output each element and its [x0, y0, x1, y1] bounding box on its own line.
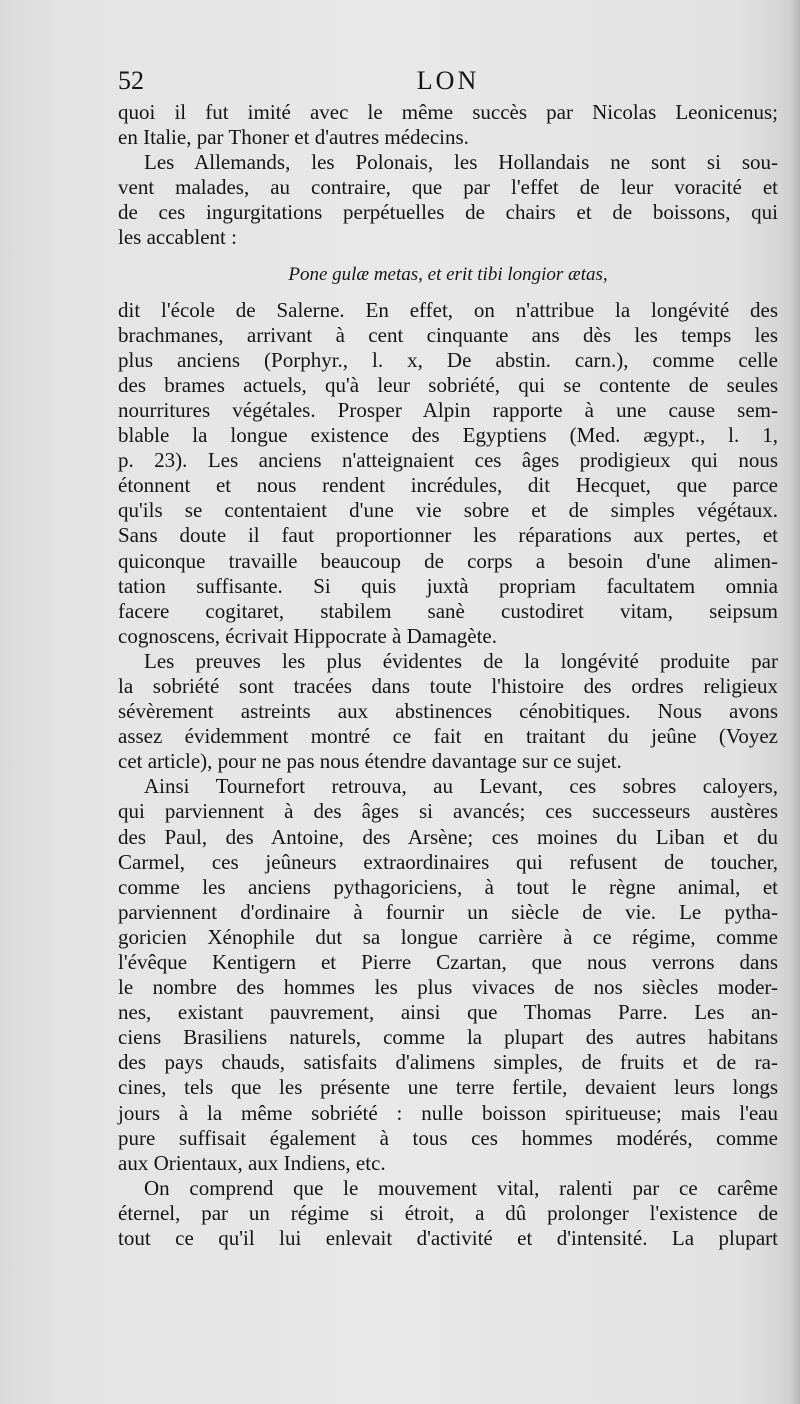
text-line: p. 23). Les anciens n'atteignaient ces âges prodigieux qui nous	[118, 448, 778, 473]
text-line: brachmanes, arrivant à cent cinquante ans dès les temps les	[118, 322, 778, 347]
text-line: sévèrement astreints aux abstinences cénobitiques. Nous avons	[118, 699, 778, 724]
text-line: aux Orientaux, aux Indiens, etc.	[118, 1150, 386, 1175]
running-head: LON	[416, 66, 480, 95]
text-line: la sobriété sont tracées dans toute l'histoire des ordres religieux	[118, 673, 778, 698]
text-line: nes, existant pauvrement, ainsi que Thomas Parre. Les an-	[118, 1000, 778, 1025]
page-header	[118, 66, 778, 100]
text-line: tout ce qu'il lui enlevait d'activité et d'intensité. La plupart	[118, 1226, 778, 1251]
text-line: Carmel, ces jeûneurs extraordinaires qui refusent de toucher,	[118, 849, 778, 874]
text-line: l'évêque Kentigern et Pierre Czartan, que nous verrons dans	[118, 950, 778, 974]
text-line: pure suffisait également à tous ces hommes modérés, comme	[118, 1125, 778, 1150]
text-line: des Paul, des Antoine, des Arsène; ces moines du Liban et du	[118, 824, 778, 849]
text-line: Sans doute il faut proportionner les réparations aux pertes, et	[118, 523, 778, 548]
text-line: éternel, par un régime si étroit, a dû prolonger l'existence de	[118, 1200, 778, 1225]
text-line: Les Allemands, les Polonais, les Hollandais ne sont si sou-	[144, 150, 778, 175]
page-edge-shadow	[790, 0, 800, 1404]
text-line: tation suffisante. Si quis juxtà propriam facultatem omnia	[118, 573, 778, 598]
text-line: Les preuves les plus évidentes de la longévité produite par	[144, 648, 778, 673]
text-line: plus anciens (Porphyr., l. x, De abstin. carn.), comme celle	[118, 347, 778, 372]
text-line: quiconque travaille beaucoup de corps a besoin d'une alimen-	[118, 548, 778, 573]
text-line: quoi il fut imité avec le même succès par Nicolas Leonicenus;	[118, 100, 778, 124]
text-line: des brames actuels, qu'à leur sobriété, qui se contente de seules	[118, 372, 778, 397]
text-line: On comprend que le mouvement vital, ralenti par ce carême	[144, 1175, 778, 1200]
text-line: qu'ils se contentaient d'une vie sobre et de simples végétaux.	[118, 498, 778, 523]
text-line: nourritures végétales. Prosper Alpin rapporte à une cause sem-	[118, 397, 778, 422]
text-line: cines, tels que les présente une terre fertile, devaient leurs longs	[118, 1075, 778, 1100]
text-line: jours à la même sobriété : nulle boisson spiritueuse; mais l'eau	[118, 1100, 778, 1125]
text-line: les accablent :	[118, 225, 237, 250]
text-line: cet article), pour ne pas nous étendre davantage sur ce sujet.	[118, 749, 622, 774]
verse-quote: Pone gulæ metas, et erit tibi longior ætas,	[288, 263, 608, 285]
text-line: assez évidemment montré ce fait en traitant du jeûne (Voyez	[118, 724, 778, 749]
body-text	[118, 100, 778, 1251]
text-line: vent malades, au contraire, que par l'effet de leur voracité et	[118, 175, 778, 200]
text-line: de ces ingurgitations perpétuelles de chairs et de boissons, qui	[118, 200, 778, 225]
text-line: goricien Xénophile dut sa longue carrière à ce régime, comme	[118, 924, 778, 949]
text-line: des pays chauds, satisfaits d'alimens simples, de fruits et de ra-	[118, 1050, 778, 1075]
text-line: cognoscens, écrivait Hippocrate à Damagète.	[118, 623, 497, 648]
text-line: étonnent et nous rendent incrédules, dit Hecquet, que parce	[118, 473, 778, 498]
page-number: 52	[118, 66, 144, 95]
text-line: Ainsi Tournefort retrouva, au Levant, ces sobres caloyers,	[144, 774, 778, 799]
text-line: qui parviennent à des âges si avancés; ces successeurs austères	[118, 799, 778, 824]
text-line: comme les anciens pythagoriciens, à tout le règne animal, et	[118, 874, 778, 899]
text-line: le nombre des hommes les plus vivaces de nos siècles moder-	[118, 975, 778, 1000]
text-line: facere cogitaret, stabilem sanè custodiret vitam, seipsum	[118, 598, 778, 623]
text-line: ciens Brasiliens naturels, comme la plupart des autres habitans	[118, 1025, 778, 1050]
text-line: blable la longue existence des Egyptiens (Med. ægypt., l. 1,	[118, 423, 778, 448]
text-line: parviennent d'ordinaire à fournir un siècle de vie. Le pytha-	[118, 899, 778, 924]
text-line: dit l'école de Salerne. En effet, on n'attribue la longévité des	[118, 297, 778, 322]
text-line: en Italie, par Thoner et d'autres médecins.	[118, 125, 469, 150]
